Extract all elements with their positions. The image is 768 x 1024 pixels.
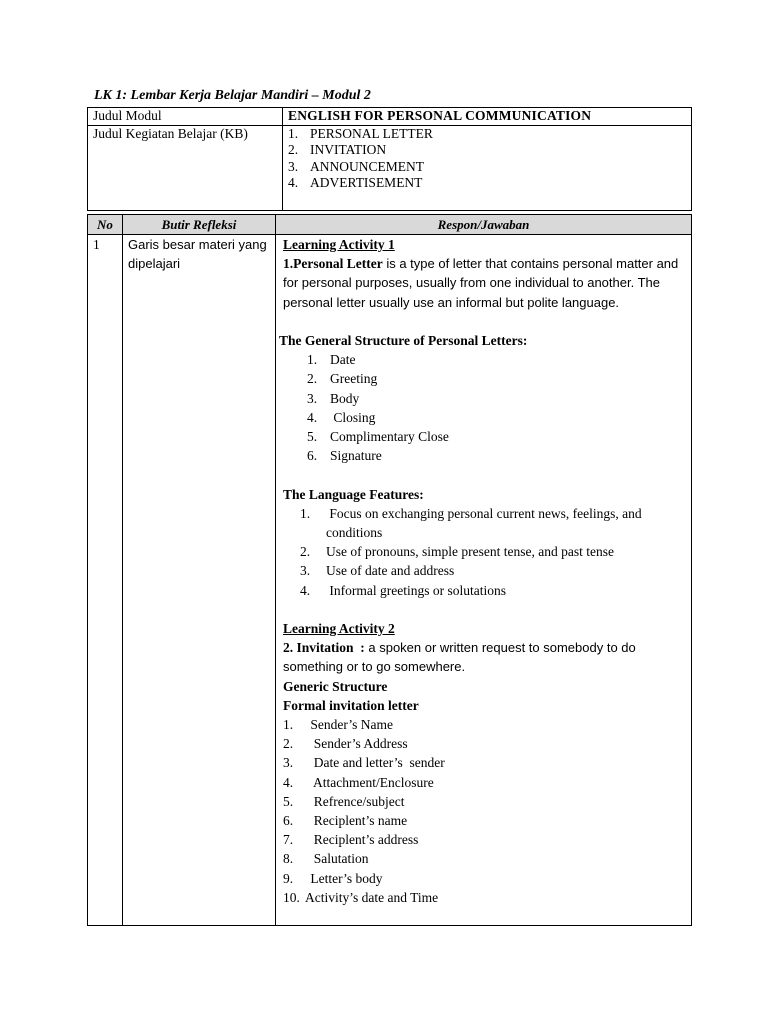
activity1-heading: Learning Activity 1 — [283, 237, 395, 252]
structure-list — [283, 350, 685, 465]
invitation-item: 1. Sender’s Name — [283, 717, 393, 733]
formal-letter-heading: Formal invitation letter — [283, 697, 419, 713]
structure-item: 6. Signature — [307, 448, 382, 464]
kb-item: 3. ANNOUNCEMENT — [288, 158, 424, 174]
structure-item: 3. Body — [307, 390, 360, 406]
activity2-heading: Learning Activity 2 — [283, 621, 395, 637]
features-heading: The Language Features: — [283, 486, 424, 502]
invitation-item: 6. Reciplent’s name — [283, 813, 408, 829]
invitation-structure-list — [283, 715, 685, 907]
worksheet-title: LK 1: Lembar Kerja Belajar Mandiri – Modul 2 — [94, 88, 371, 103]
features-list — [283, 504, 685, 600]
structure-heading: The General Structure of Personal Letters: — [279, 333, 528, 348]
activity-title-label: Judul Kegiatan Belajar (KB) — [88, 125, 283, 210]
header-butir-refleksi: Butir Refleksi — [123, 215, 276, 235]
invitation-item: 4. Attachment/Enclosure — [283, 774, 434, 790]
kb-item: 4. ADVERTISEMENT — [288, 175, 423, 190]
invitation-item: 8. Salutation — [283, 851, 369, 867]
kb-list — [288, 126, 686, 192]
invitation-definition: a spoken or written request to somebody to do something or to go somewhere. — [283, 640, 636, 675]
module-info-table — [87, 107, 692, 211]
invitation-paragraph — [283, 638, 685, 676]
invitation-item: 3. Date and letter’s sender — [283, 755, 445, 771]
personal-letter-definition: is a type of letter that contains personal matter and for personal purposes, usually from one individual to another. The personal letter usually use an informal but polite language. — [283, 256, 679, 310]
activity-title-value — [283, 125, 692, 210]
feature-item: 2. Use of pronouns, simple present tense, and past tense — [300, 544, 614, 560]
feature-item: 1. Focus on exchanging personal current news, feelings, and conditions — [300, 505, 646, 541]
invitation-term: 2. Invitation : — [283, 640, 365, 656]
invitation-item: 10. Activity’s date and Time — [283, 889, 439, 905]
row-response — [276, 235, 692, 926]
feature-item: 4. Informal greetings or solutations — [300, 582, 506, 598]
invitation-item: 2. Sender’s Address — [283, 736, 408, 752]
reflection-header-row — [88, 215, 692, 235]
structure-item: 2. Greeting — [307, 371, 378, 387]
personal-letter-term: 1.Personal Letter — [283, 256, 383, 272]
generic-structure-heading: Generic Structure — [283, 678, 388, 694]
kb-item: 2. INVITATION — [288, 142, 387, 157]
header-no: No — [88, 215, 123, 235]
personal-letter-paragraph — [283, 254, 685, 312]
structure-item: 1. Date — [307, 352, 356, 368]
invitation-item: 5. Refrence/subject — [283, 793, 405, 809]
structure-item: 5. Complimentary Close — [307, 429, 449, 445]
invitation-item: 9. Letter’s body — [283, 870, 383, 886]
module-title-label: Judul Modul — [88, 108, 283, 126]
module-title-row — [88, 108, 692, 126]
row-number: 1 — [88, 235, 123, 926]
module-title-value: ENGLISH FOR PERSONAL COMMUNICATION — [283, 108, 692, 126]
structure-item: 4. Closing — [307, 409, 376, 425]
invitation-item: 7. Reciplent’s address — [283, 832, 419, 848]
reflection-table — [87, 214, 692, 926]
activity-title-row — [88, 125, 692, 210]
header-respon-jawaban: Respon/Jawaban — [276, 215, 692, 235]
kb-item: 1. PERSONAL LETTER — [288, 125, 433, 141]
feature-item: 3. Use of date and address — [300, 563, 455, 579]
row-butir: Garis besar materi yang dipelajari — [123, 235, 276, 926]
reflection-row — [88, 235, 692, 926]
